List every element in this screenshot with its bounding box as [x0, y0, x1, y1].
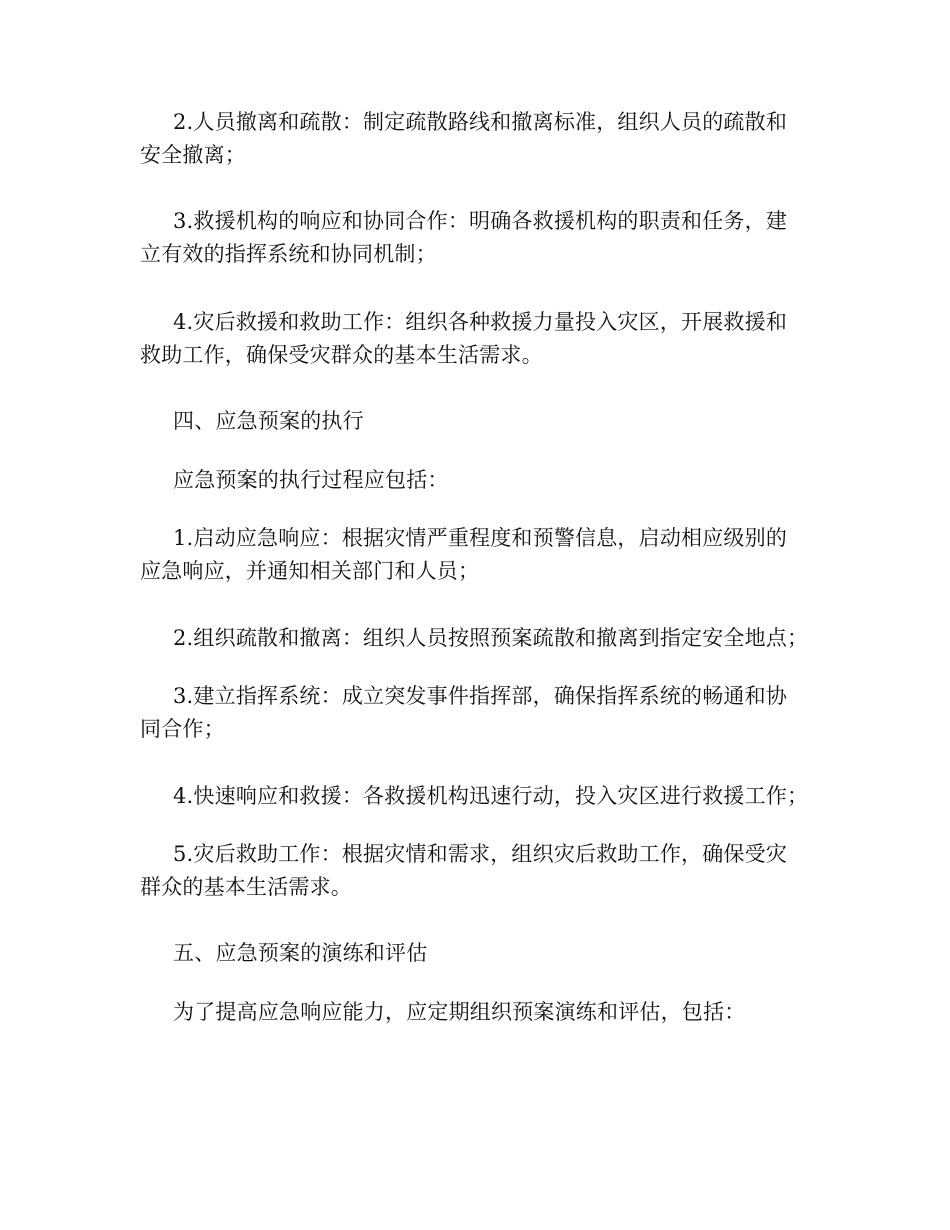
paragraph-line: 4.灾后救援和救助工作：组织各种救援力量投入灾区，开展救援和 — [173, 310, 788, 334]
paragraph-post-disaster-rescue — [140, 306, 830, 372]
paragraph-command-system — [140, 680, 830, 746]
section-heading: 五、应急预案的演练和评估 — [173, 941, 428, 965]
paragraph-line: 应急预案的执行过程应包括： — [173, 468, 449, 492]
paragraph-drills-intro — [140, 996, 830, 1029]
paragraph-evacuation — [140, 106, 830, 172]
paragraph-line: 应急响应，并通知相关部门和人员； — [140, 559, 480, 583]
paragraph-organize-evacuation — [140, 622, 830, 655]
paragraph-line: 为了提高应急响应能力，应定期组织预案演练和评估，包括： — [173, 1000, 746, 1024]
paragraph-line: 3.建立指挥系统：成立突发事件指挥部，确保指挥系统的畅通和协 — [173, 684, 788, 708]
paragraph-line: 群众的基本生活需求。 — [140, 875, 352, 899]
paragraph-line: 同合作； — [140, 717, 225, 741]
section-heading-execution — [140, 405, 830, 438]
paragraph-line: 1.启动应急响应：根据灾情严重程度和预警信息，启动相应级别的 — [173, 526, 788, 550]
paragraph-line: 2.人员撤离和疏散：制定疏散路线和撤离标准，组织人员的疏散和 — [173, 110, 788, 134]
paragraph-line: 救助工作，确保受灾群众的基本生活需求。 — [140, 343, 543, 367]
paragraph-line: 4.快速响应和救援：各救援机构迅速行动，投入灾区进行救援工作； — [173, 784, 809, 808]
paragraph-rescue-coordination — [140, 205, 830, 271]
paragraph-line: 立有效的指挥系统和协同机制； — [140, 242, 437, 266]
paragraph-line: 3.救援机构的响应和协同合作：明确各救援机构的职责和任务，建 — [173, 209, 788, 233]
paragraph-line: 5.灾后救助工作：根据灾情和需求，组织灾后救助工作，确保受灾 — [173, 842, 788, 866]
section-heading-drills — [140, 937, 830, 970]
paragraph-quick-response — [140, 780, 830, 813]
paragraph-execution-intro — [140, 464, 830, 497]
paragraph-start-response — [140, 522, 830, 588]
paragraph-line: 安全撤离； — [140, 143, 246, 167]
paragraph-line: 2.组织疏散和撤离：组织人员按照预案疏散和撤离到指定安全地点； — [173, 626, 809, 650]
paragraph-post-disaster-aid — [140, 838, 830, 904]
section-heading: 四、应急预案的执行 — [173, 409, 364, 433]
